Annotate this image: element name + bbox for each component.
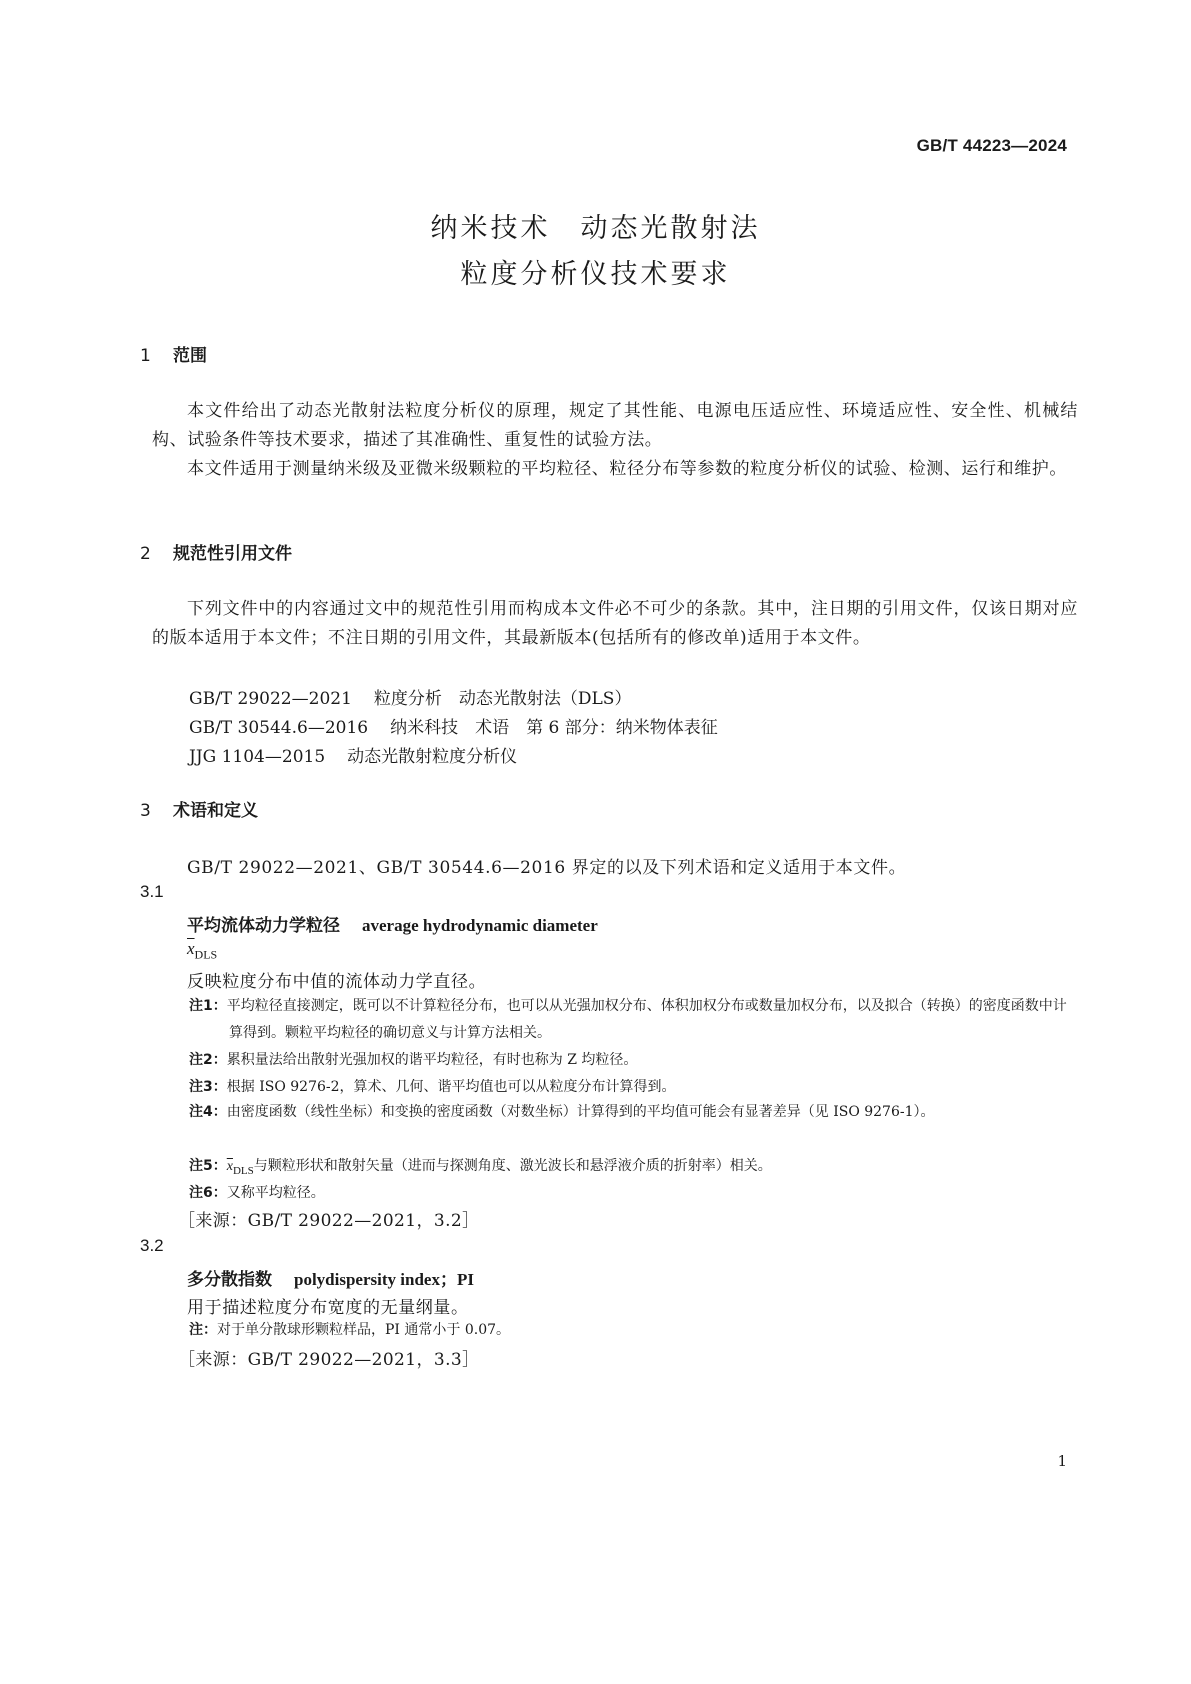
reference-code: JJG 1104—2015 bbox=[189, 747, 326, 767]
section-3-intro: GB/T 29022—2021、GB/T 30544.6—2016 界定的以及下列术语和定义适用于本文件。 bbox=[187, 858, 907, 878]
note-label: 注1： bbox=[189, 998, 227, 1014]
note-label: 注3： bbox=[189, 1079, 227, 1095]
reference-title: 纳米科技 术语 第 6 部分：纳米物体表征 bbox=[390, 718, 718, 738]
note-text: 累积量法给出散射光强加权的谐平均粒径，有时也称为 Z 均粒径。 bbox=[226, 1052, 638, 1068]
term-source: ［来源：GB/T 29022—2021，3.3］ bbox=[178, 1350, 480, 1370]
note bbox=[189, 1047, 1078, 1074]
note bbox=[189, 1074, 1078, 1101]
note-label: 注： bbox=[189, 1322, 217, 1338]
term-definition: 反映粒度分布中值的流体动力学直径。 bbox=[187, 972, 487, 992]
section-3-title: 术语和定义 bbox=[173, 801, 258, 821]
section-3-number: 3 bbox=[140, 801, 151, 821]
section-2-heading bbox=[140, 539, 292, 564]
reference-item bbox=[189, 713, 740, 738]
term-english: average hydrodynamic diameter bbox=[362, 916, 598, 935]
note bbox=[189, 993, 1078, 1047]
note bbox=[189, 1180, 1078, 1207]
reference-code: GB/T 29022—2021 bbox=[189, 689, 352, 709]
term-symbol: $\overline{x}_{DLS}$ bbox=[187, 939, 218, 962]
section-3-heading bbox=[140, 796, 258, 821]
document-title-line1: 纳米技术 动态光散射法 bbox=[430, 213, 761, 244]
term-number: 3.1 bbox=[140, 882, 164, 901]
term-source: ［来源：GB/T 29022—2021，3.2］ bbox=[178, 1211, 480, 1231]
note-label: 注2： bbox=[189, 1052, 227, 1068]
note-text: 平均粒径直接测定，既可以不计算粒径分布，也可以从光强加权分布、体积加权分布或数量加权分布，以及拟合（转换）的密度函数中计算得到。颗粒平均粒径的确切意义与计算方法相关。 bbox=[226, 998, 1067, 1041]
term-english: polydispersity index；PI bbox=[294, 1270, 474, 1289]
standard-number: GB/T 44223—2024 bbox=[916, 136, 1067, 155]
note bbox=[189, 1317, 1078, 1344]
section-1-paragraph-2: 本文件适用于测量纳米级及亚微米级颗粒的平均粒径、粒径分布等参数的粒度分析仪的试验、检测、运行和维护。 bbox=[187, 459, 1067, 479]
section-2-title: 规范性引用文件 bbox=[173, 544, 292, 564]
note-label: 注6： bbox=[189, 1185, 227, 1201]
note bbox=[189, 1099, 1078, 1126]
note-label: 注4： bbox=[189, 1104, 227, 1120]
note-text: 根据 ISO 9276-2，算术、几何、谐平均值也可以从粒度分布计算得到。 bbox=[226, 1079, 676, 1095]
reference-title: 动态光散射粒度分析仪 bbox=[347, 747, 518, 767]
note-text: 对于单分散球形颗粒样品，PI 通常小于 0.07。 bbox=[217, 1322, 511, 1338]
term-heading bbox=[187, 1265, 474, 1290]
reference-title: 粒度分析 动态光散射法（DLS） bbox=[373, 689, 632, 709]
reference-item bbox=[189, 684, 653, 709]
term-heading bbox=[187, 911, 598, 936]
section-1-title: 范围 bbox=[173, 346, 207, 366]
section-2-number: 2 bbox=[140, 544, 151, 564]
section-1-paragraph-1: 本文件给出了动态光散射法粒度分析仪的原理，规定了其性能、电源电压适应性、环境适应性、安全性、机械结构、试验条件等技术要求，描述了其准确性、重复性的试验方法。 bbox=[152, 401, 1078, 450]
section-1-heading bbox=[140, 341, 207, 366]
document-title-line2: 粒度分析仪技术要求 bbox=[460, 259, 731, 290]
term-number: 3.2 bbox=[140, 1236, 164, 1255]
note-symbol: $\overline{x}_{DLS}$ bbox=[226, 1159, 254, 1177]
term-chinese: 平均流体动力学粒径 bbox=[187, 916, 340, 936]
note-text: 又称平均粒径。 bbox=[226, 1185, 325, 1201]
section-1-number: 1 bbox=[140, 346, 151, 366]
term-chinese: 多分散指数 bbox=[187, 1270, 272, 1290]
term-definition: 用于描述粒度分布宽度的无量纲量。 bbox=[187, 1298, 469, 1318]
note-label: 注5： bbox=[189, 1158, 227, 1174]
reference-code: GB/T 30544.6—2016 bbox=[189, 718, 369, 738]
page-number: 1 bbox=[1057, 1452, 1067, 1470]
note-text: 由密度函数（线性坐标）和变换的密度函数（对数坐标）计算得到的平均值可能会有显著差异（见 ISO 9276-1）。 bbox=[226, 1104, 935, 1120]
section-2-intro: 下列文件中的内容通过文中的规范性引用而构成本文件必不可少的条款。其中，注日期的引用文件，仅该日期对应的版本适用于本文件；不注日期的引用文件，其最新版本(包括所有的修改单)适用于本文件。 bbox=[152, 599, 1078, 648]
reference-item bbox=[189, 742, 539, 767]
note-text: 与颗粒形状和散射矢量（进而与探测角度、激光波长和悬浮液介质的折射率）相关。 bbox=[253, 1158, 772, 1174]
